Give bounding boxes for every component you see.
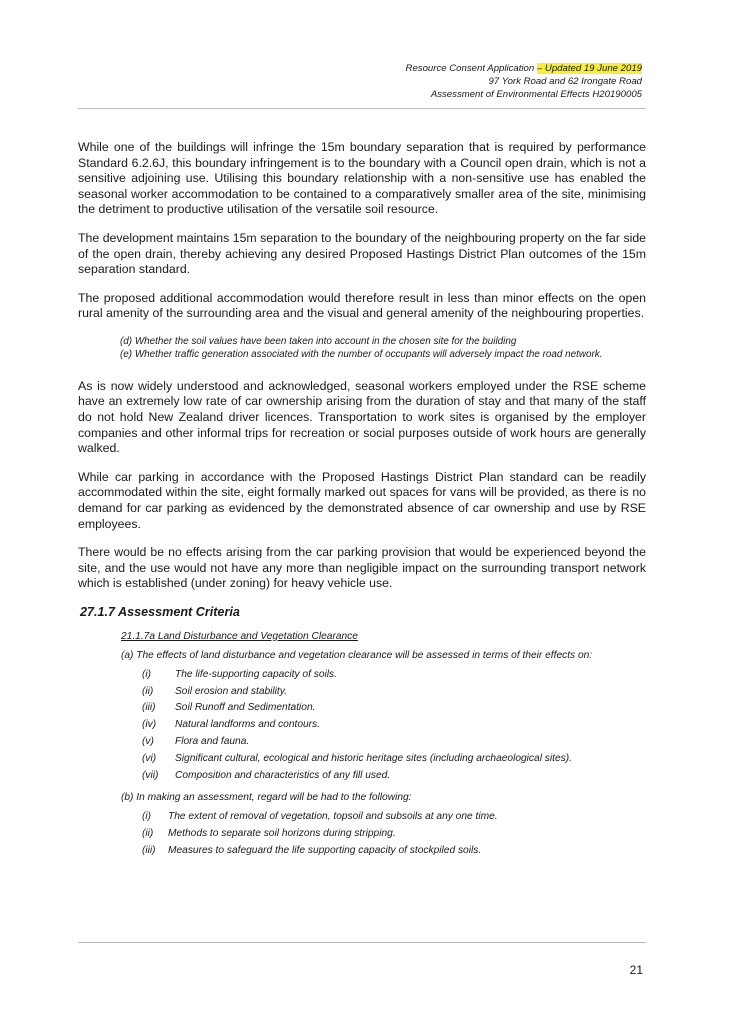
page-number: 21: [629, 963, 643, 977]
paragraph: As is now widely understood and acknowledged, seasonal workers employed under the RSE scheme have an extremely low rate of car ownership arising from the duration of stay and that many of the staff do not hold New Zealand driver licences. Transportation to work sites is organised by the employer companies and other informal trips for recreation or social purposes outside of work hours are generally walked.: [78, 378, 646, 456]
highlighted-update-date: – Updated 19 June 2019: [536, 63, 642, 74]
criteria-a-list: [142, 667, 646, 785]
page-header: [406, 62, 642, 101]
list-item: (ii) Soil erosion and stability.: [142, 685, 287, 697]
section-heading: 27.1.7 Assessment Criteria: [80, 604, 240, 619]
header-divider: [78, 108, 646, 109]
header-line-2: 97 York Road and 62 Irongate Road: [488, 76, 642, 87]
criteria-item-e: (e) Whether traffic generation associated with the number of occupants will adversely impact the road network.: [120, 349, 603, 361]
list-item: (iii) Soil Runoff and Sedimentation.: [142, 702, 316, 714]
paragraph: The proposed additional accommodation would therefore result in less than minor effects on the open rural amenity of the surrounding area and the visual and general amenity of the neighbouring properties.: [78, 290, 646, 321]
subsection-heading: 21.1.7a Land Disturbance and Vegetation Clearance: [121, 630, 358, 642]
list-item: (v) Flora and fauna.: [142, 736, 250, 748]
list-item: (iii) Measures to safeguard the life supporting capacity of stockpiled soils.: [142, 845, 482, 857]
criteria-item-d: (d) Whether the soil values have been taken into account in the chosen site for the building: [120, 335, 517, 347]
list-item: (vi) Significant cultural, ecological and historic heritage sites (including archaeological sites).: [142, 752, 572, 764]
paragraph: The development maintains 15m separation to the boundary of the neighbouring property on the far side of the open drain, thereby achieving any desired Proposed Hastings District Plan outcomes of the 15m separation standard.: [78, 230, 646, 277]
header-line-3: Assessment of Environmental Effects H20190005: [430, 89, 642, 100]
list-item: (ii) Methods to separate soil horizons during stripping.: [142, 828, 396, 840]
footer-divider: [78, 942, 646, 943]
criteria-quote: [120, 335, 646, 362]
paragraph: There would be no effects arising from the car parking provision that would be experienced beyond the site, and the use would not have any more than negligible impact on the surrounding transport network which is established (under zoning) for heavy vehicle use.: [78, 545, 646, 591]
criteria-b-list: [142, 809, 646, 859]
list-item: (vii) Composition and characteristics of any fill used.: [142, 769, 391, 781]
header-line-1: Resource Consent Application – Updated 19 June 2019: [405, 63, 642, 74]
list-item: (iv) Natural landforms and contours.: [142, 719, 320, 731]
paragraph: While car parking in accordance with the Proposed Hastings District Plan standard can be readily accommodated within the site, eight formally marked out spaces for vans will be provided, as there is no demand for car parking as evidenced by the demonstrated absence of car ownership and use by RSE employees.: [78, 469, 646, 531]
paragraph: While one of the buildings will infringe the 15m boundary separation that is required by performance Standard 6.2.6J, this boundary infringement is to the boundary with a Council open drain, which is not a sensitive adjoining use. Utilising this boundary relationship with a non-sensitive use has enabled the seasonal worker accommodation to be contained to a comparatively smaller area of the site, minimising the detriment to productive utilisation of the versatile soil resource.: [78, 140, 646, 217]
list-item: (i) The extent of removal of vegetation, topsoil and subsoils at any one time.: [142, 811, 498, 823]
list-item: (i) The life-supporting capacity of soils.: [142, 668, 337, 680]
criteria-item-b: (b) In making an assessment, regard will be had to the following:: [121, 792, 412, 804]
criteria-item-a: (a) The effects of land disturbance and vegetation clearance will be assessed in terms of their effects on:: [121, 649, 593, 661]
document-body: [78, 140, 646, 860]
